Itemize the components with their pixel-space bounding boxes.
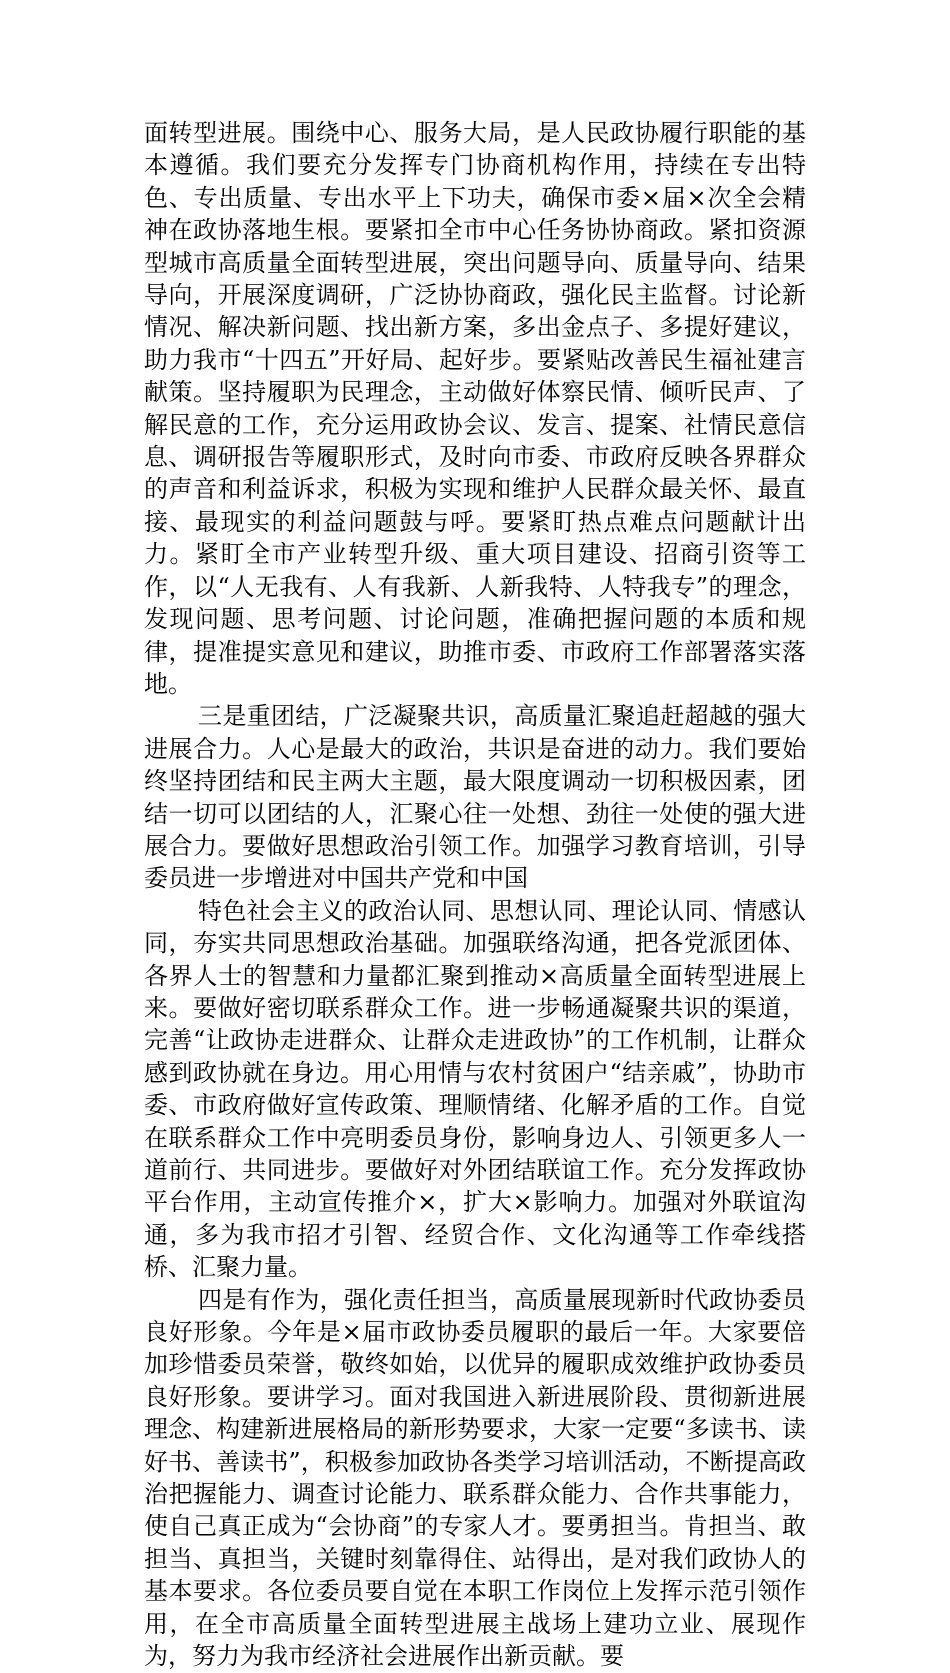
paragraph-2: 三是重团结，广泛凝聚共识，高质量汇聚追赶超越的强大进展合力。人心是最大的政治，共识是奋进的动力。我们要始终坚持团结和民主两大主题，最大限度调动一切积极因素，团结一切可以团结的人，汇聚心往一处想、劲往一处使的强大进展合力。要做好思想政治引领工作。加强学习教育培训，引导委员进一步增进对中国共产党和中国 <box>144 702 806 893</box>
paragraph-4: 四是有作为，强化责任担当，高质量展现新时代政协委员良好形象。今年是×届市政协委员履职的最后一年。大家要倍加珍惜委员荣誉，敬终如始，以优异的履职成效维护政协委员良好形象。要讲学习。面对我国进入新进展阶段、贯彻新进展理念、构建新进展格局的新形势要求，大家一定要“多读书、读好书、善读书”，积极参加政协各类学习培训活动，不断提高政治把握能力、调查讨论能力、联系群众能力、合作共事能力，使自己真正成为“会协商”的专家人才。要勇担当。肯担当、敢担当、真担当，关键时刻靠得住、站得出，是对我们政协人的基本要求。各位委员要自觉在本职工作岗位上发挥示范引领作用，在全市高质量全面转型进展主战场上建功立业、展现作为，努力为我市经济社会进展作出新贡献。要 <box>144 1285 806 1671</box>
paragraph-1: 面转型进展。围绕中心、服务大局，是人民政协履行职能的基本遵循。我们要充分发挥专门协商机构作用，持续在专出特色、专出质量、专出水平上下功夫，确保市委×届×次全会精神在政协落地生根。要紧扣全市中心任务协协商政。紧扣资源型城市高质量全面转型进展，突出问题导向、质量导向、结果导向，开展深度调研，广泛协协商政，强化民主监督。讨论新情况、解决新问题、找出新方案，多出金点子、多提好建议，助力我市“十四五”开好局、起好步。要紧贴改善民生福祉建言献策。坚持履职为民理念，主动做好体察民情、倾听民声、了解民意的工作，充分运用政协会议、发言、提案、社情民意信息、调研报告等履职形式，及时向市委、市政府反映各界群众的声音和利益诉求，积极为实现和维护人民群众最关怀、最直接、最现实的利益问题鼓与呼。要紧盯热点难点问题献计出力。紧盯全市产业转型升级、重大项目建设、招商引资等工作，以“人无我有、人有我新、人新我特、人特我专”的理念，发现问题、思考问题、讨论问题，准确把握问题的本质和规律，提准提实意见和建议，助推市委、市政府工作部署落实落地。 <box>144 119 806 698</box>
document-page <box>144 117 806 1673</box>
paragraph-3: 特色社会主义的政治认同、思想认同、理论认同、情感认同，夯实共同思想政治基础。加强联络沟通，把各党派团体、各界人士的智慧和力量都汇聚到推动×高质量全面转型进展上来。要做好密切联系群众工作。进一步畅通凝聚共识的渠道，完善“让政协走进群众、让群众走进政协”的工作机制，让群众感到政协就在身边。用心用情与农村贫困户“结亲戚”，协助市委、市政府做好宣传政策、理顺情绪、化解矛盾的工作。自觉在联系群众工作中亮明委员身份，影响身边人、引领更多人一道前行、共同进步。要做好对外团结联谊工作。充分发挥政协平台作用，主动宣传推介×，扩大×影响力。加强对外联谊沟通，多为我市招才引智、经贸合作、文化沟通等工作牵线搭桥、汇聚力量。 <box>144 896 806 1282</box>
